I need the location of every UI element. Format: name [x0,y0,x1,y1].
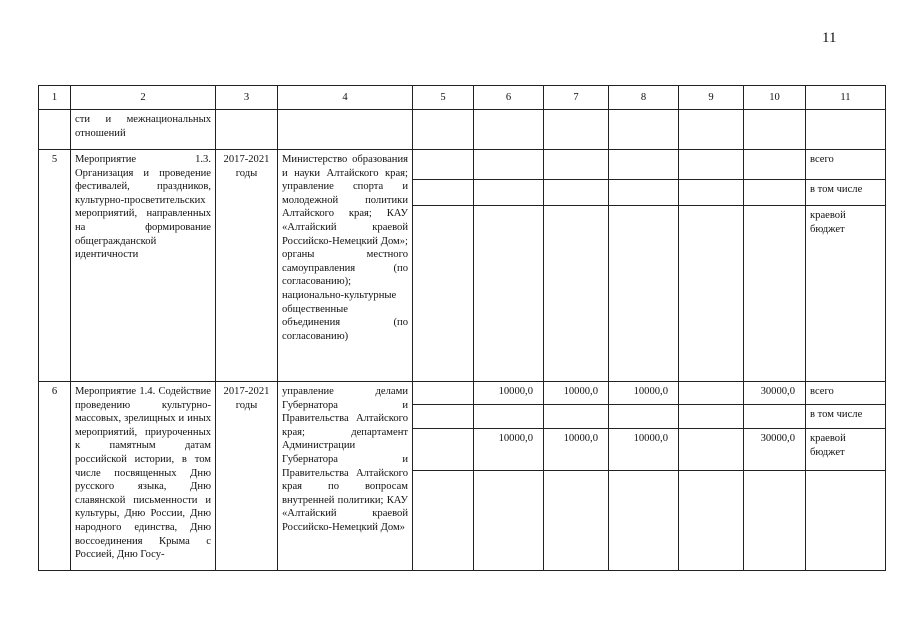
amount-2017: 10000,0 [474,429,544,471]
table-row [39,110,886,150]
funding-label: краевой бюджет [806,206,886,382]
funding-label: всего [806,150,886,180]
funding-label: краевой бюджет [806,429,886,471]
table-row [39,150,886,180]
amount-2018: 10000,0 [544,429,609,471]
col-header-5: 5 [413,86,474,110]
amount-total: 30000,0 [744,429,806,471]
col-header-8: 8 [609,86,679,110]
col-header-3: 3 [216,86,278,110]
col-header-11: 11 [806,86,886,110]
col-header-10: 10 [744,86,806,110]
measure-executors: управление делами Губернатора и Правительства Алтайского края; департамент Администрации Губернатора и Правительства Алтайского края по вопросам внутренней политики; КАУ «Алтайский краевой Российско-Немецкий Дом» [278,382,413,571]
funding-label: в том числе [806,405,886,429]
measure-executors: Министерство образования и науки Алтайского края; управление спорта и молодежной политики Алтайского края; КАУ «Алтайский краевой Российско-Немецкий Дом»; органы местного самоуправления (по согласованию); национально-культурные общественные объединения (по согласованию) [278,150,413,382]
measure-name: Мероприятие 1.4. Содействие проведению культурно-массовых, зрелищных и иных мероприятий, приуроченных к памятным датам российской истории, в том числе посвященных Дню русского языка, Дню славянской письменности и культуры, Дню России, Дню народного единства, Дню воссоединения Крыма с Россией, Дню Госу- [71,382,216,571]
measure-years: 2017-2021 годы [216,150,278,382]
col-header-6: 6 [474,86,544,110]
funding-label: в том числе [806,180,886,206]
amount-2017: 10000,0 [474,382,544,405]
col-header-7: 7 [544,86,609,110]
page-number: 11 [822,30,837,46]
measure-name-cont: сти и межнациональных отношений [71,110,216,150]
table-row [39,382,886,405]
amount-total: 30000,0 [744,382,806,405]
col-header-4: 4 [278,86,413,110]
funding-label: всего [806,382,886,405]
measure-years: 2017-2021 годы [216,382,278,571]
program-table [38,85,886,571]
row-number: 5 [39,150,71,382]
amount-2019: 10000,0 [609,429,679,471]
col-header-2: 2 [71,86,216,110]
row-number: 6 [39,382,71,571]
amount-2018: 10000,0 [544,382,609,405]
col-header-9: 9 [679,86,744,110]
col-header-1: 1 [39,86,71,110]
amount-2019: 10000,0 [609,382,679,405]
measure-name: Мероприятие 1.3. Организация и проведение фестивалей, праздников, культурно-просветительских мероприятий, направленных на формирование общегражданской идентичности [71,150,216,382]
header-row [39,86,886,110]
